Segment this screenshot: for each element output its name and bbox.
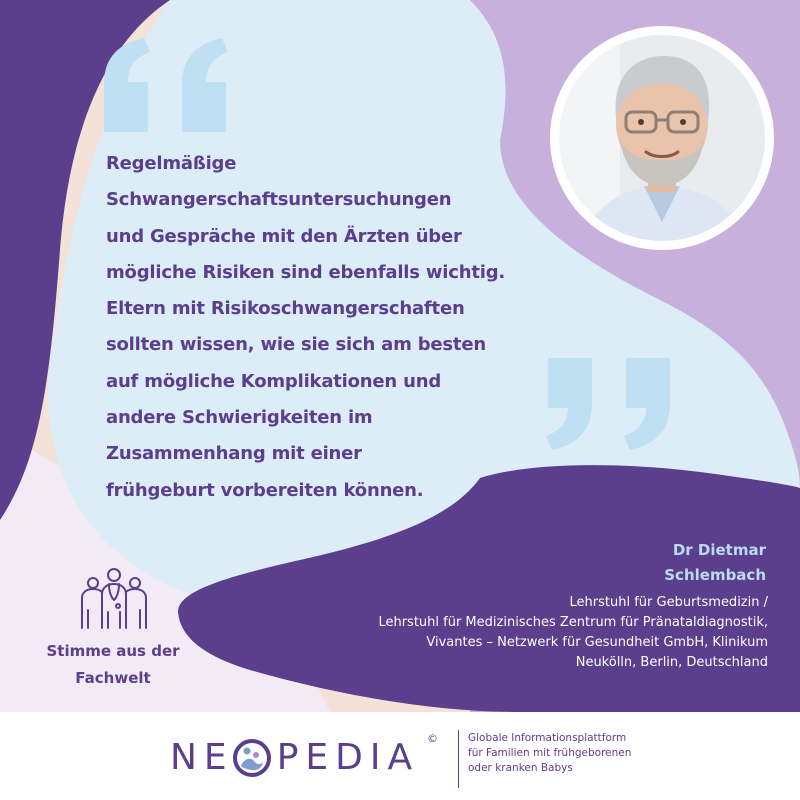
author-name-line: Schlembach (664, 566, 766, 584)
author-name (566, 538, 766, 588)
closing-quote-icon (544, 352, 680, 452)
copyright-mark: © (427, 732, 438, 745)
category-label (20, 638, 206, 692)
quote-line: Schwangerschaftsuntersuchungen (106, 189, 452, 211)
category-line: Stimme aus der (46, 642, 180, 660)
footer-divider (458, 730, 459, 788)
quote-line: andere Schwierigkeiten im (106, 407, 373, 429)
logo-text-right: PEDIA (276, 737, 420, 778)
quote-text (106, 146, 546, 509)
affiliation-line: Lehrstuhl für Geburtsmedizin / (569, 595, 768, 610)
category-line: Fachwelt (75, 669, 151, 687)
affiliation-line: Neukölln, Berlin, Deutschland (575, 655, 768, 670)
tagline-line: Globale Informationsplattform (468, 732, 627, 744)
quote-line: mögliche Risiken sind ebenfalls wichtig. (106, 261, 506, 283)
mother-baby-icon (232, 738, 272, 778)
tagline-line: oder kranken Babys (468, 762, 573, 774)
logo-text-left: NE (170, 737, 234, 778)
quote-line: Zusammenhang mit einer (106, 443, 362, 465)
affiliation-line: Lehrstuhl für Medizinisches Zentrum für Pränataldiagnostik, (378, 615, 768, 630)
portrait-photo (550, 26, 774, 250)
quote-line: und Gespräche mit den Ärzten über (106, 225, 462, 247)
author-affiliation (298, 593, 768, 673)
medical-team-icon (78, 566, 150, 630)
tagline-line: für Familien mit frühgeborenen (468, 747, 632, 759)
quote-line: auf mögliche Komplikationen und (106, 370, 442, 392)
neopedia-logo[interactable] (170, 736, 419, 780)
affiliation-line: Vivantes – Netzwerk für Gesundheit GmbH, Klinikum (426, 635, 768, 650)
opening-quote-icon (98, 36, 234, 136)
quote-line: Eltern mit Risikoschwangerschaften (106, 298, 465, 320)
quote-line: sollten wissen, wie sie sich am besten (106, 334, 486, 356)
footer (0, 712, 800, 800)
quote-line: Regelmäßige (106, 153, 237, 174)
quote-line: frühgeburt vorbereiten können. (106, 479, 424, 501)
author-name-line: Dr Dietmar (672, 541, 766, 559)
footer-tagline (468, 731, 788, 776)
